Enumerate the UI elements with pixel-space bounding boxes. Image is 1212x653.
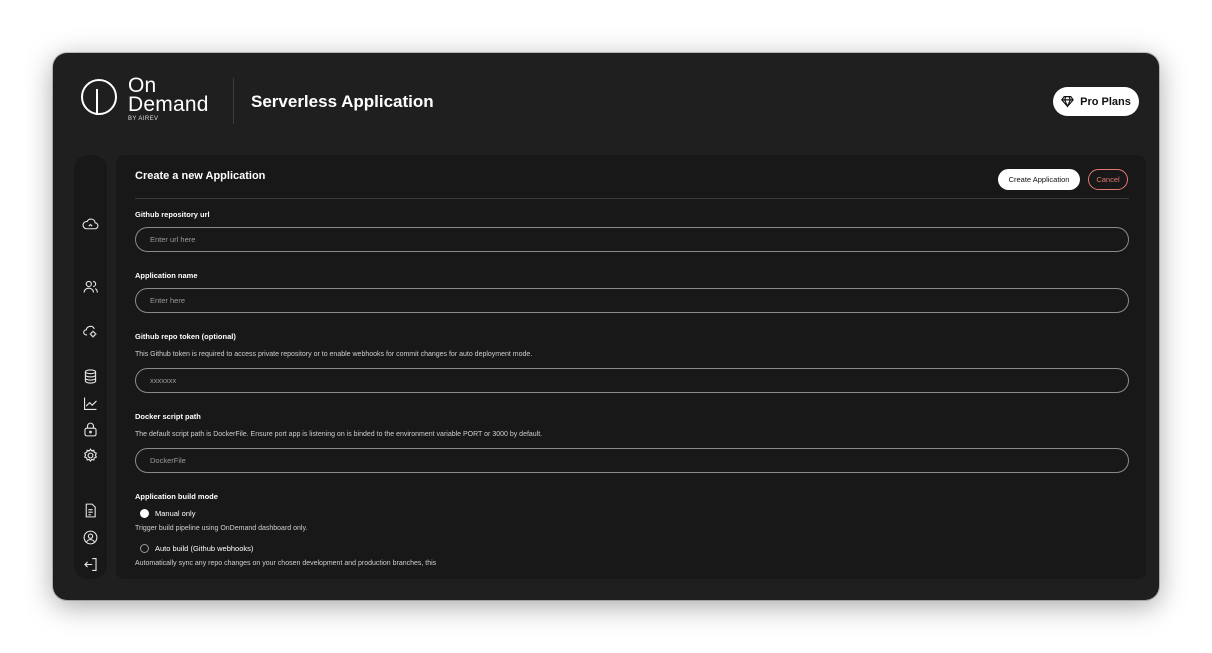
header-divider	[135, 198, 1129, 199]
auto-build-option-help: Automatically sync any repo changes on your chosen development and production branches, this	[135, 560, 437, 567]
pro-plans-label: Pro Plans	[1080, 95, 1131, 108]
logo-subtitle: BY AIREV	[128, 116, 159, 122]
repo-token-input[interactable]	[135, 368, 1129, 393]
users-icon[interactable]	[82, 278, 99, 295]
build-mode-manual-option[interactable]	[140, 509, 195, 518]
form-title: Create a new Application	[135, 170, 266, 182]
auto-build-radio[interactable]	[140, 544, 149, 553]
manual-radio[interactable]	[140, 509, 149, 518]
repo-token-help: This Github token is required to access private repository or to enable webhooks for commit changes for auto deployment mode.	[135, 351, 533, 358]
app-window	[53, 53, 1159, 600]
sidebar	[74, 155, 107, 579]
create-application-button[interactable]: Create Application	[998, 169, 1080, 190]
repo-url-input[interactable]	[135, 227, 1129, 252]
header-divider	[233, 78, 234, 124]
lock-icon[interactable]	[82, 421, 99, 438]
database-icon[interactable]	[82, 368, 99, 385]
app-name-label: Application name	[135, 271, 198, 280]
page-title: Serverless Application	[251, 92, 434, 111]
pro-plans-button[interactable]	[1053, 87, 1139, 116]
manual-option-label: Manual only	[155, 509, 196, 518]
logo-mark-icon	[81, 79, 117, 115]
build-mode-label: Application build mode	[135, 492, 218, 501]
account-icon[interactable]	[82, 529, 99, 546]
docker-path-input[interactable]	[135, 448, 1129, 473]
diamond-icon	[1061, 95, 1074, 108]
chart-icon[interactable]	[82, 395, 99, 412]
manual-option-help: Trigger build pipeline using OnDemand dashboard only.	[135, 525, 308, 532]
cloud-icon[interactable]	[82, 216, 99, 233]
repo-url-label: Github repository url	[135, 210, 210, 219]
logo-wordmark: On Demand	[128, 74, 209, 116]
logout-icon[interactable]	[82, 556, 99, 573]
build-mode-auto-option[interactable]	[140, 544, 253, 553]
create-application-panel	[116, 155, 1146, 579]
cloud-settings-icon[interactable]	[82, 323, 99, 340]
docker-path-help: The default script path is DockerFile. Ensure port app is listening on is binded to the environment variable PORT or 3000 by default.	[135, 431, 543, 438]
document-icon[interactable]	[82, 502, 99, 519]
ondemand-logo[interactable]	[81, 74, 231, 125]
cancel-button[interactable]: Cancel	[1088, 169, 1128, 190]
app-name-input[interactable]	[135, 288, 1129, 313]
auto-build-option-label: Auto build (Github webhooks)	[155, 544, 254, 553]
repo-token-label: Github repo token (optional)	[135, 332, 236, 341]
docker-path-label: Docker script path	[135, 412, 201, 421]
gear-icon[interactable]	[82, 447, 99, 464]
